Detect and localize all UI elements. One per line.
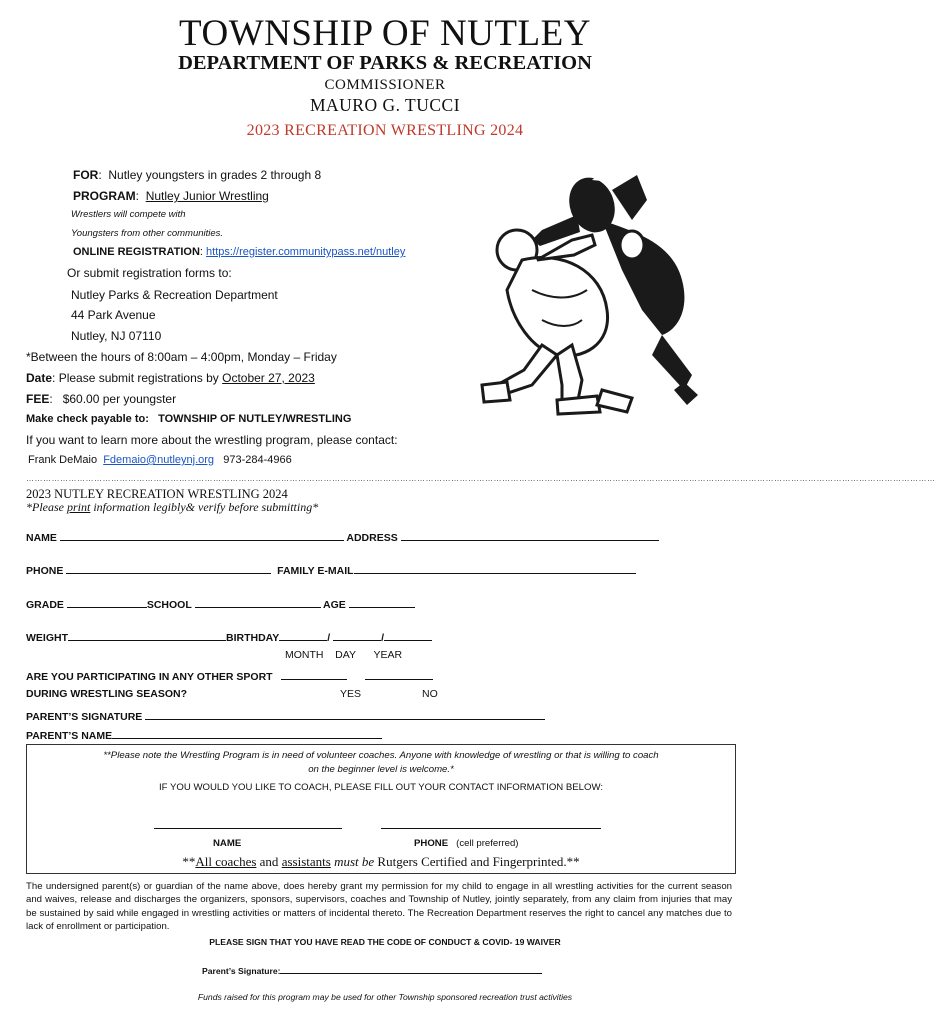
parent-signature-row: PARENT’S SIGNATURE (26, 708, 545, 723)
phone-email-row: PHONE FAMILY E-MAIL (26, 562, 636, 577)
date-format-labels: MONTH DAY YEAR (285, 649, 403, 661)
funds-note: Funds raised for this program may be used for other Township sponsored recreation trust activities (197, 992, 573, 1002)
coach-name-label: NAME (213, 838, 242, 849)
form-instructions: *Please print information legibly& verify before submitting* (26, 500, 319, 514)
form-title: 2023 NUTLEY RECREATION WRESTLING 2024 (26, 487, 288, 501)
township-title: TOWNSHIP OF NUTLEY (179, 13, 591, 54)
sign-notice: PLEASE SIGN THAT YOU HAVE READ THE CODE OF CONDUCT & COVID- 19 WAIVER (209, 937, 561, 947)
check-line: Make check payable to: TOWNSHIP OF NUTLEY/WRESTLING (26, 413, 352, 425)
birth-year-field[interactable] (384, 629, 432, 641)
address-line-3: Nutley, NJ 07110 (71, 329, 162, 343)
compete-line-1: Wrestlers will compete with (71, 209, 186, 220)
dotted-separator: …………………………………………………………………………………………………………………………………………………………………………………………………………………………………………………………………………………………… (26, 474, 936, 483)
other-sport-line-2: DURING WRESTLING SEASON? (26, 688, 188, 700)
no-label: NO (422, 688, 438, 700)
coach-phone-label-row: PHONE (cell preferred) (414, 838, 519, 849)
age-field[interactable] (349, 596, 415, 608)
coach-note-2: on the beginner level is welcome.* (308, 764, 454, 775)
certification-note: **All coaches and assistants must be Rutgers Certified and Fingerprinted.** (182, 854, 580, 869)
parent-name-field[interactable] (112, 727, 382, 739)
hours-line: *Between the hours of 8:00am – 4:00pm, Monday – Friday (26, 350, 337, 364)
other-sport-line-1: ARE YOU PARTICIPATING IN ANY OTHER SPORT (26, 668, 433, 683)
parent-signature-line: Parent’s Signature: (202, 964, 542, 976)
fee-line: FEE: $60.00 per youngster (26, 392, 177, 406)
coach-prompt: IF YOU WOULD YOU LIKE TO COACH, PLEASE FILL OUT YOUR CONTACT INFORMATION BELOW: (158, 782, 604, 793)
department-title: DEPARTMENT OF PARKS & RECREATION (178, 52, 592, 74)
weight-birthday-row: WEIGHT BIRTHDAY / / (26, 629, 432, 644)
compete-line-2: Youngsters from other communities. (71, 228, 224, 239)
family-email-field[interactable] (354, 562, 636, 574)
coach-name-field[interactable] (154, 828, 342, 829)
commissioner-name: MAURO G. TUCCI (309, 95, 461, 115)
name-field[interactable] (60, 529, 344, 541)
contact-email-link[interactable]: Fdemaio@nutleynj.org (103, 454, 215, 466)
waiver-paragraph: The undersigned parent(s) or guardian of the name above, does hereby grant my permission for my child to engage in all wrestling activities for the current season and waives, release and discharges the organizers, sponsors, supervisors, coaches and Township of Nutley, jointly separately, from any claim from injuries that may be sustained by said while engaged in wrestling activities or matters of incidental thereto. The Recreation Department reserves the right to cancel any matches due to lack of enrollment or participation. (26, 881, 732, 932)
wrestlers-illustration (462, 160, 702, 432)
learn-more: If you want to learn more about the wrestling program, please contact: (26, 433, 398, 447)
contact-line: Frank DeMaio Fdemaio@nutleynj.org 973-284-4966 (28, 454, 292, 466)
online-registration: ONLINE REGISTRATION: https://register.communitypass.net/nutley (73, 246, 406, 258)
weight-field[interactable] (68, 629, 226, 641)
for-line: FOR: Nutley youngsters in grades 2 through 8 (73, 168, 322, 182)
grade-field[interactable] (67, 596, 147, 608)
birth-month-field[interactable] (279, 629, 327, 641)
parent-signature-field[interactable] (145, 708, 545, 720)
date-line: Date: Please submit registrations by October 27, 2023 (26, 371, 315, 385)
waiver-signature-field[interactable] (280, 964, 542, 974)
coach-phone-field[interactable] (381, 828, 601, 829)
yes-label: YES (340, 688, 362, 700)
birth-day-field[interactable] (333, 629, 381, 641)
name-address-row: NAME ADDRESS (26, 529, 659, 544)
other-sport-no-field[interactable] (365, 668, 433, 680)
address-line-1: Nutley Parks & Recreation Department (71, 288, 278, 302)
other-sport-yes-field[interactable] (281, 668, 347, 680)
address-line-2: 44 Park Avenue (71, 308, 156, 322)
program-title: 2023 RECREATION WRESTLING 2024 (246, 122, 524, 139)
program-line: PROGRAM: Nutley Junior Wrestling (73, 189, 269, 203)
registration-link[interactable]: https://register.communitypass.net/nutley (206, 246, 406, 258)
coach-note-1: **Please note the Wrestling Program is in need of volunteer coaches. Anyone with knowledge of wrestling or that is willing to coach (103, 750, 659, 761)
phone-field[interactable] (66, 562, 271, 574)
school-field[interactable] (195, 596, 321, 608)
commissioner-label: COMMISSIONER (324, 77, 446, 93)
grade-school-age-row: GRADE SCHOOL AGE (26, 596, 415, 611)
or-submit: Or submit registration forms to: (67, 266, 232, 280)
parent-name-row: PARENT’S NAME (26, 727, 382, 742)
address-field[interactable] (401, 529, 659, 541)
